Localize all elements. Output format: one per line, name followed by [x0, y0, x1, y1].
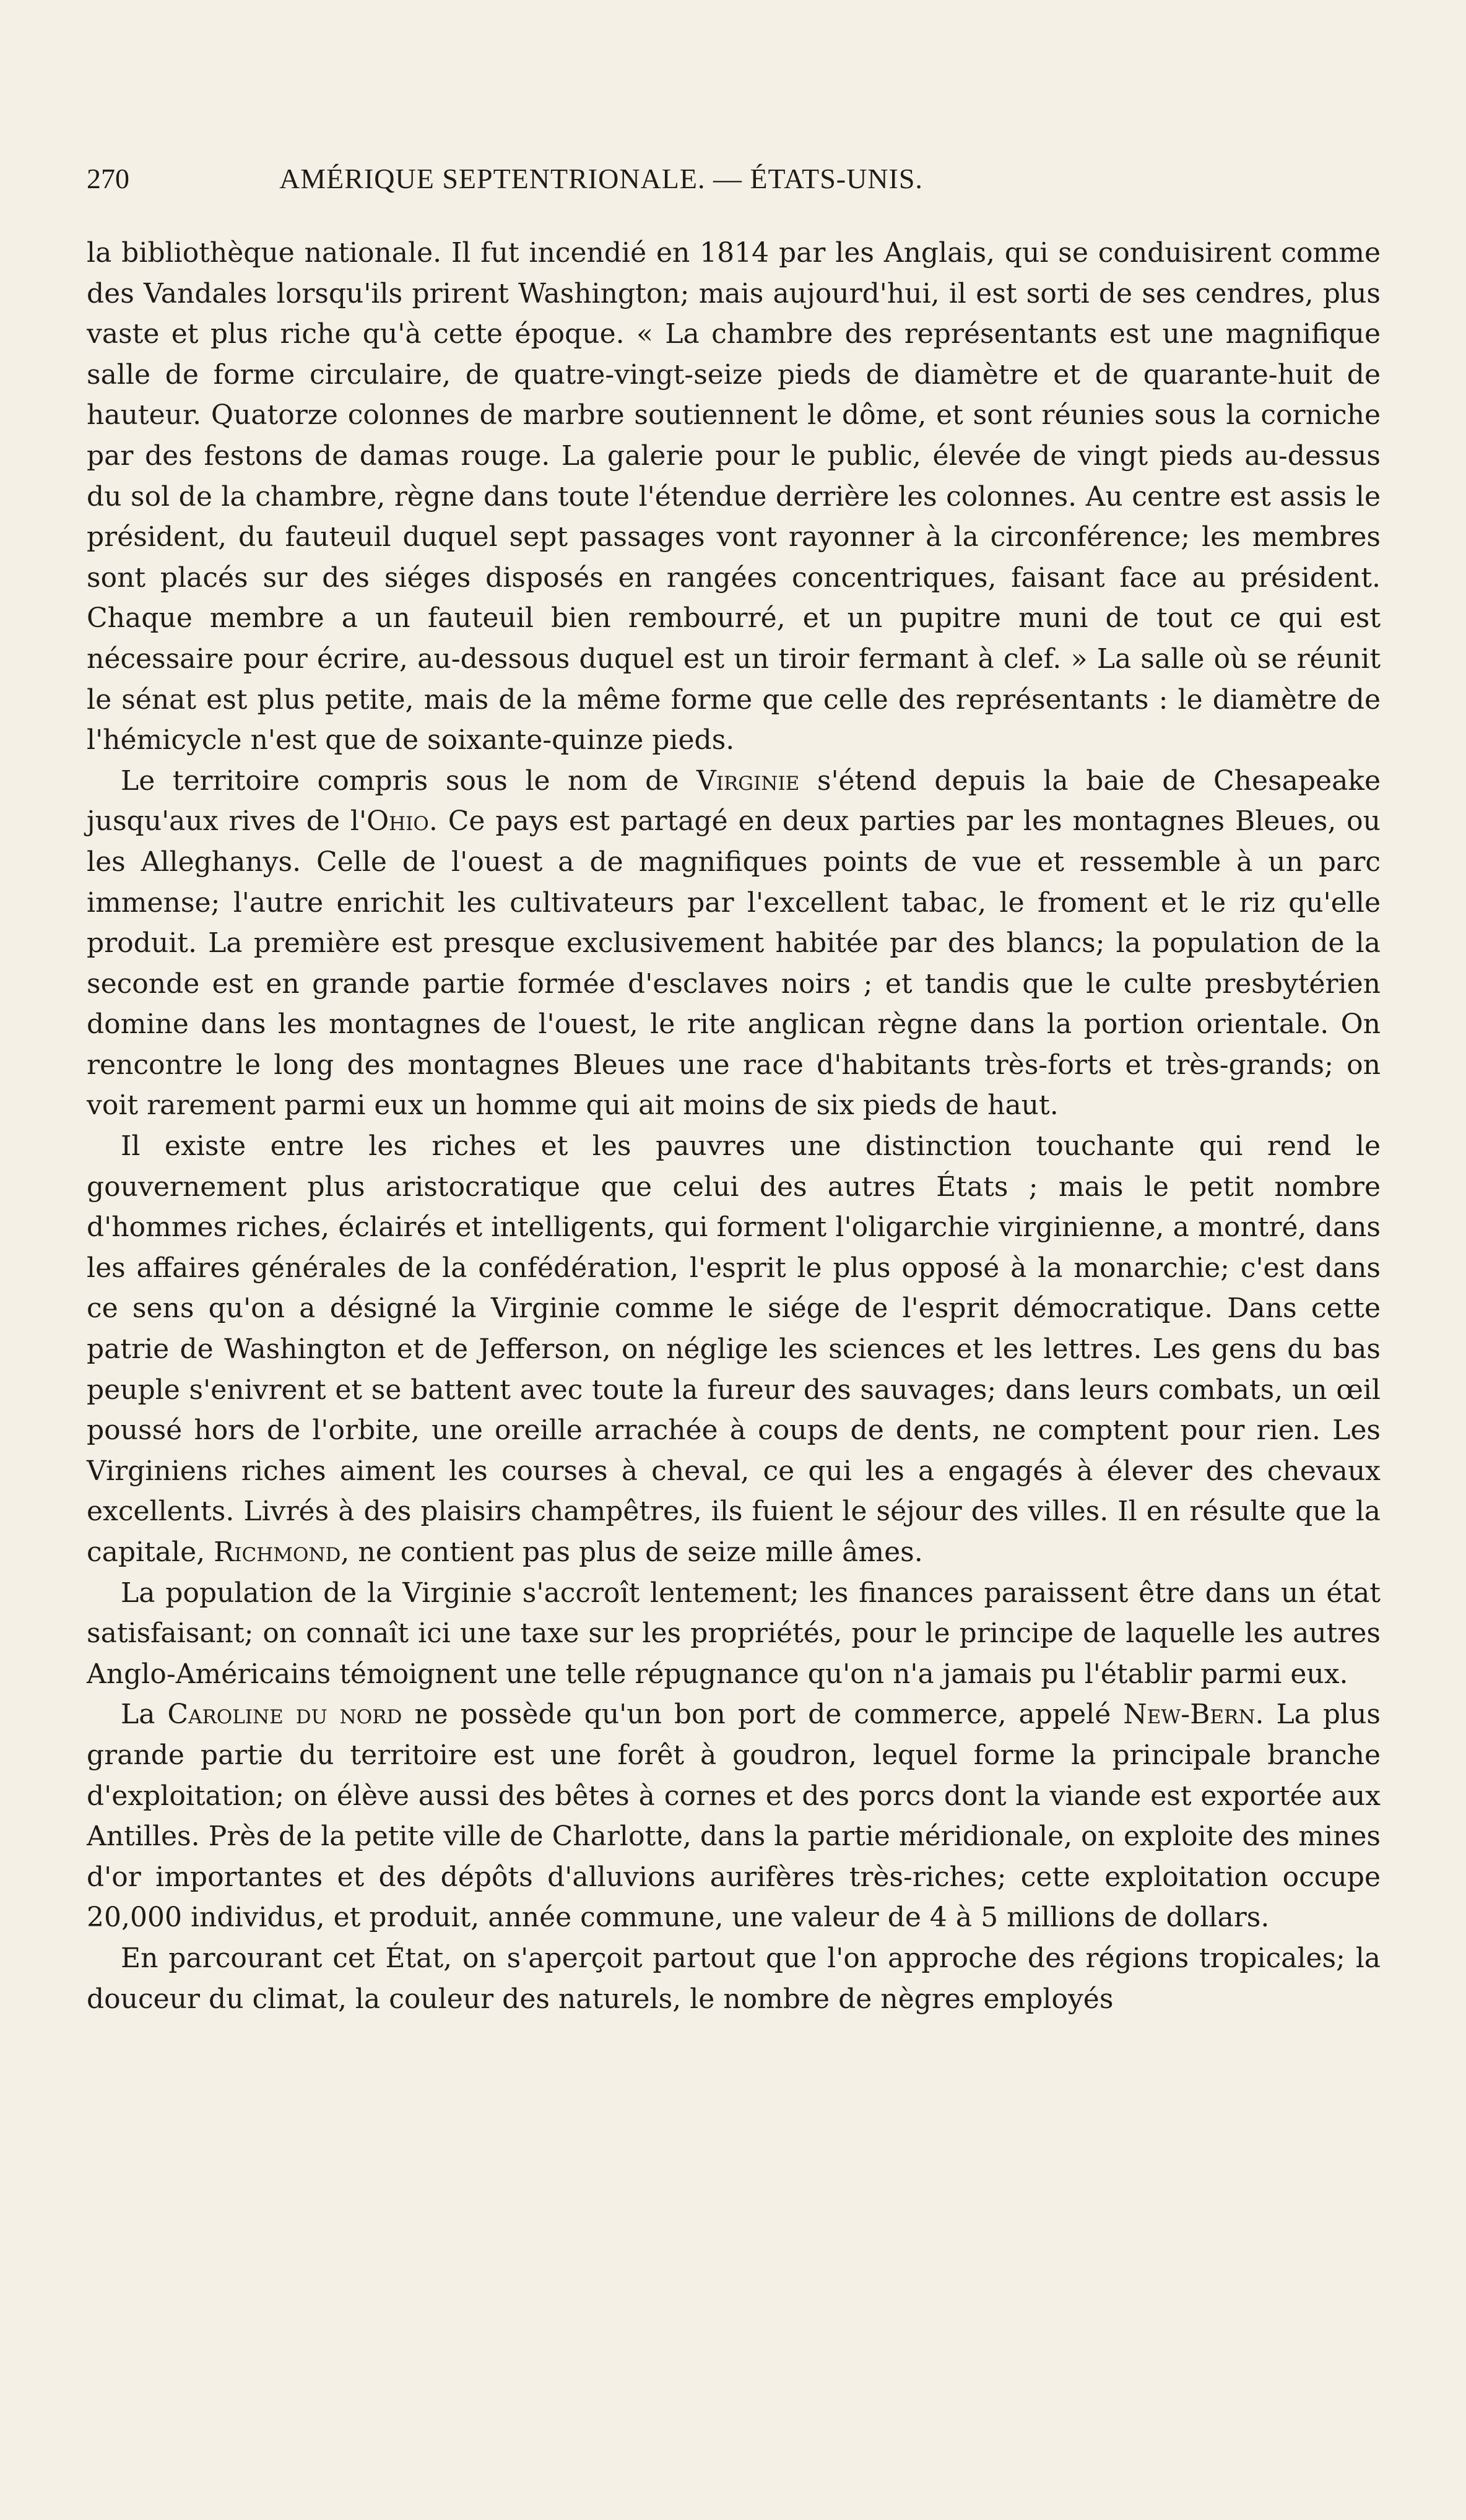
paragraph-6: En parcourant cet État, on s'aperçoit partout que l'on approche des régions tropicales; la douceur du climat, la couleur des naturels, le nombre de nègres employés	[87, 1942, 1381, 2015]
paragraph-2-text-3: . Ce pays est partagé en deux parties par les montagnes Bleues, ou les Alleghanys. Celle de l'ouest a de magnifiques points de vue et ressemble à un parc immense; l'autre enrichit les cultivateurs par l'excellent tabac, le froment et le riz qu'elle produit. La première est presque exclusivement habitée par des blancs; la population de la seconde est en grande partie formée d'esclaves noirs ; et tandis que le culte presbytérien domine dans les montagnes de l'ouest, le rite anglican règne dans la portion orientale. On rencontre le long des montagnes Bleues une race d'habitants très-forts et très-grands; on voit rarement parmi eux un homme qui ait moins de six pieds de haut.	[87, 805, 1381, 1122]
place-name-richmond: Richmond	[214, 1536, 341, 1568]
page-number: 270	[87, 163, 129, 194]
paragraph-1: la bibliothèque nationale. Il fut incendié en 1814 par les Anglais, qui se conduisirent comme des Vandales lorsqu'ils prirent Washington; mais aujourd'hui, il est sorti de ses cendres, plus vaste et plus riche qu'à cette époque. « La chambre des représentants est une magnifique salle de forme circulaire, de quatre-vingt-seize pieds de diamètre et de quarante-huit de hauteur. Quatorze colonnes de marbre soutiennent le dôme, et sont réunies sous la corniche par des festons de damas rouge. La galerie pour le public, élevée de vingt pieds au-dessus du sol de la chambre, règne dans toute l'étendue derrière les colonnes. Au centre est assis le président, du fauteuil duquel sept passages vont rayonner à la circonférence; les membres sont placés sur des siéges disposés en rangées concentriques, faisant face au président. Chaque membre a un fauteuil bien rembourré, et un pupitre muni de tout ce qui est nécessaire pour écrire, au-dessous duquel est un tiroir fermant à clef. » La salle où se réunit le sénat est plus petite, mais de la même forme que celle des représentants : le diamètre de l'hémicycle n'est que de soixante-quinze pieds.	[87, 237, 1381, 756]
body-text	[87, 233, 1381, 2019]
place-name-virginie: Virginie	[696, 764, 800, 797]
paragraph-5-text-1: La	[121, 1699, 168, 1731]
place-name-caroline-du-nord: Caroline du nord	[167, 1699, 402, 1731]
paragraph-2-text-2: s'étend depuis la baie de Chesapeake jusqu'aux rives de l'	[87, 764, 1381, 838]
paragraph-3-text-1: Il existe entre les riches et les pauvres une distinction touchante qui rend le gouvernement plus aristocratique que celui des autres États ; mais le petit nombre d'hommes riches, éclairés et intelligents, qui forment l'oligarchie virginienne, a montré, dans les affaires générales de la confédération, l'esprit le plus opposé à la monarchie; c'est dans ce sens qu'on a désigné la Virginie comme le siége de l'esprit démocratique. Dans cette patrie de Washington et de Jefferson, on néglige les sciences et les lettres. Les gens du bas peuple s'enivrent et se battent avec toute la fureur des sauvages; dans leurs combats, un œil poussé hors de l'orbite, une oreille arrachée à coups de dents, ne comptent pour rien. Les Virginiens riches aiment les courses à cheval, ce qui les a engagés à élever des chevaux excellents. Livrés à des plaisirs champêtres, ils fuient le séjour des villes. Il en résulte que la capitale,	[87, 1130, 1381, 1568]
place-name-new-bern: New-Bern	[1123, 1699, 1256, 1731]
page-header	[87, 162, 1116, 206]
paragraph-2	[87, 761, 1381, 1126]
paragraph-5-text-2: ne possède qu'un bon port de commerce, appelé	[402, 1699, 1124, 1731]
paragraph-5	[87, 1694, 1381, 1938]
running-title: AMÉRIQUE SEPTENTRIONALE. — ÉTATS-UNIS.	[279, 163, 923, 194]
paragraph-3-text-2: , ne contient pas plus de seize mille âmes.	[340, 1536, 923, 1568]
place-name-ohio: Ohio	[366, 805, 429, 838]
paragraph-5-text-3: . La plus grande partie du territoire est une forêt à goudron, lequel forme la principale branche d'exploitation; on élève aussi des bêtes à cornes et des porcs dont la viande est exportée aux Antilles. Près de la petite ville de Charlotte, dans la partie méridionale, on exploite des mines d'or importantes et des dépôts d'alluvions aurifères très-riches; cette exploitation occupe 20,000 individus, et produit, année commune, une valeur de 4 à 5 millions de dollars.	[87, 1699, 1381, 1934]
paragraph-4: La population de la Virginie s'accroît lentement; les finances paraissent être dans un état satisfaisant; on connaît ici une taxe sur les propriétés, pour le principe de laquelle les autres Anglo-Américains témoignent une telle répugnance qu'on n'a jamais pu l'établir parmi eux.	[87, 1577, 1381, 1690]
paragraph-2-text-1: Le territoire compris sous le nom de	[121, 764, 696, 797]
paragraph-3	[87, 1126, 1381, 1573]
